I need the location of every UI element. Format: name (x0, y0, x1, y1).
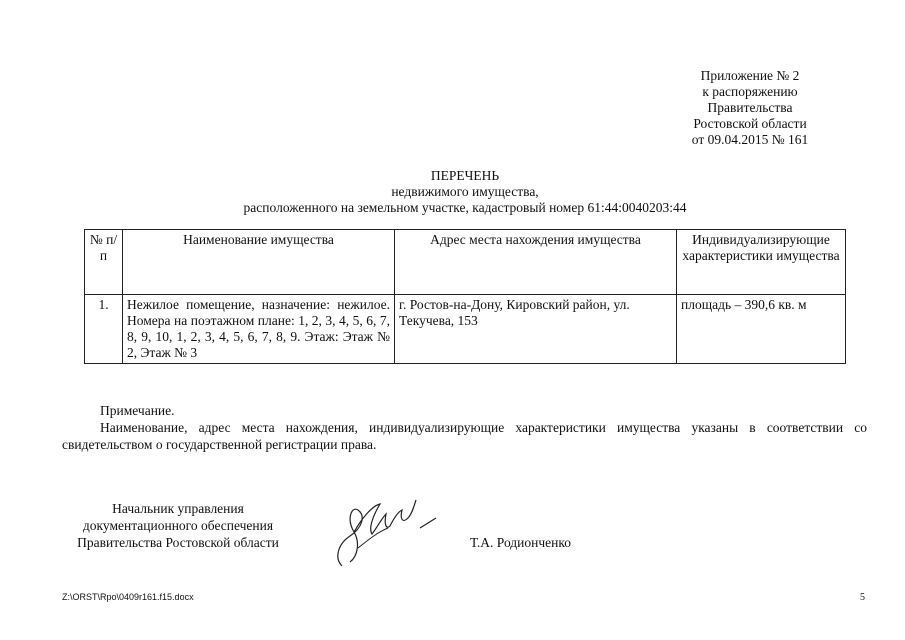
title-heading: ПЕРЕЧЕНЬ (430, 168, 500, 183)
document-title (150, 168, 780, 216)
table-header-row (85, 230, 846, 295)
header-name: Наименование имущества (123, 230, 395, 295)
property-table (84, 229, 846, 364)
signer-line: документационного обеспечения (82, 518, 274, 533)
appendix-line: Приложение № 2 (700, 68, 800, 83)
note-text: Наименование, адрес места нахождения, индивидуализирующие характеристики имущества указаны в соответствии со свидетельством о государственной регистрации права. (62, 420, 867, 452)
title-subheading: недвижимого имущества, (391, 184, 539, 199)
appendix-line: Ростовской области (693, 116, 807, 131)
appendix-line: от 09.04.2015 № 161 (691, 132, 809, 147)
header-characteristics: Индивидуализирующие характеристики имущества (677, 230, 846, 295)
signer-name: Т.А. Родионченко (470, 535, 571, 550)
cell-name: Нежилое помещение, назначение: нежилое. Номера на поэтажном плане: 1, 2, 3, 4, 5, 6, 7, 8, 9, 10, 1, 2, 3, 4, 5, 6, 7, 8, 9. Этаж: Этаж № 2, Этаж № 3 (123, 295, 395, 364)
cell-characteristics: площадь – 390,6 кв. м (677, 295, 846, 364)
signer-line: Начальник управления (112, 501, 244, 516)
appendix-line: Правительства (707, 100, 793, 115)
handwritten-signature (328, 488, 438, 572)
signer-line: Правительства Ростовской области (77, 535, 279, 550)
header-address: Адрес места нахождения имущества (395, 230, 677, 295)
appendix-line: к распоряжению (702, 84, 798, 99)
signer-position (58, 500, 298, 551)
note-label: Примечание. (100, 403, 175, 418)
header-num: № п/п (85, 230, 123, 295)
page-number: 5 (860, 592, 865, 603)
file-path: Z:\ORST\Rpo\0409r161.f15.docx (62, 592, 194, 602)
cell-address: г. Ростов-на-Дону, Кировский район, ул. Текучева, 153 (395, 295, 677, 364)
cell-num: 1. (85, 295, 123, 364)
table-row (85, 295, 846, 364)
appendix-block (620, 68, 880, 148)
title-subheading: расположенного на земельном участке, кадастровый номер 61:44:0040203:44 (243, 200, 687, 215)
